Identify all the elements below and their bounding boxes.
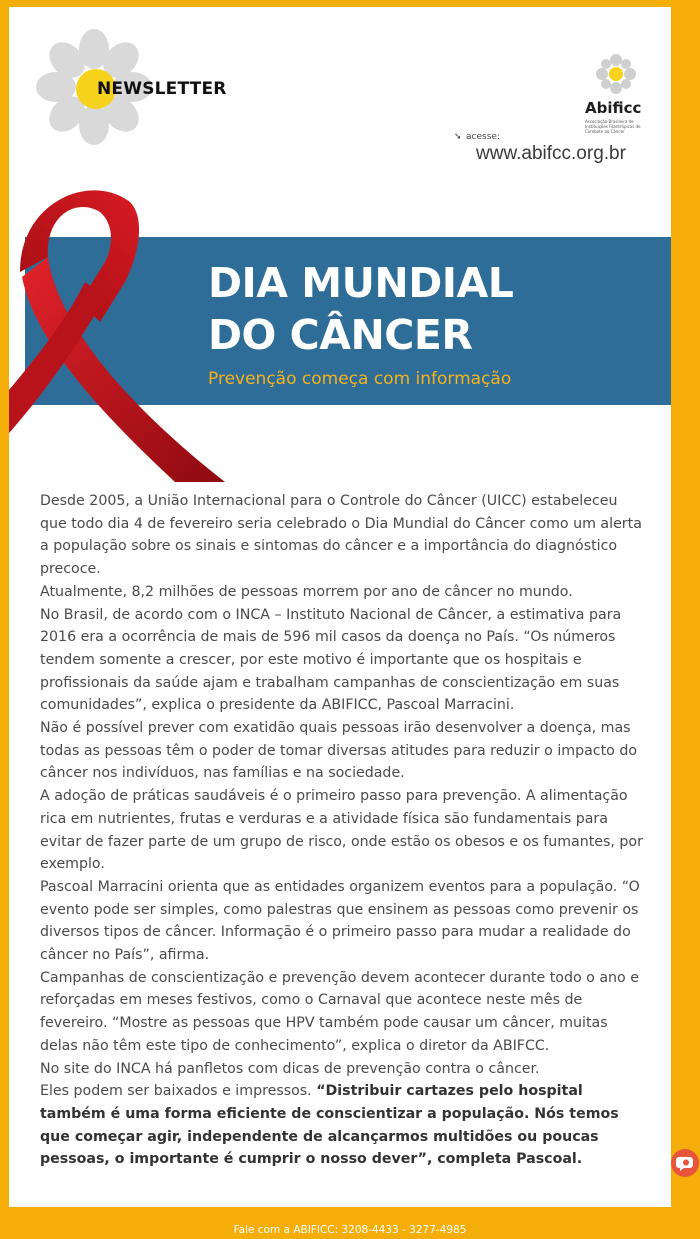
paragraph-9 [40,1080,645,1171]
newsletter-card [9,7,671,1207]
footer-contact: Fale com a ABIFICC: 3208-4433 - 3277-4985 [233,1224,467,1236]
logo-name: Abificc [585,99,642,117]
paragraph-6: Pascoal Marracini orienta que as entidades organizem eventos para a população. “O evento pode ser simples, como palestras que ensinem as pessoas como prevenir os diversos tipos de câncer. Informação é o primeiro passo para mudar a realidade do câncer no País”, afirma. [40,878,640,964]
paragraph-5: A adoção de práticas saudáveis é o primeiro passo para prevenção. A alimentação rica em nutrientes, frutas e verduras e a atividade física são fundamentais para evitar de fazer parte de um grupo de risco, onde estão os obesos e os fumantes, por exemplo. [40,788,643,873]
title-line-2: DO CÂNCER [208,311,473,359]
chat-icon[interactable] [669,1148,699,1178]
title-line-1: DIA MUNDIAL [208,259,514,307]
arrow-icon: ➘ [454,132,462,142]
paragraph-1: Desde 2005, a União Internacional para o Controle do Câncer (UICC) estabeleceu que todo dia 4 de fevereiro seria celebrado o Dia Mundial do Câncer como um alerta a população sobre os sinais e sintomas do câncer e a importância do diagnóstico precoce. [40,493,642,578]
paragraph-3: No Brasil, de acordo com o INCA – Instituto Nacional de Câncer, a estimativa para 2016 era a ocorrência de mais de 596 mil casos da doença no País. “Os números tendem somente a crescer, por este motivo é importante que os hospitais e profissionais da saúde ajam e trabalham campanhas de conscientização em suas comunidades”, explica o presidente da ABIFICC, Pascoal Marracini. [40,606,622,714]
paragraph-4: Não é possível prever com exatidão quais pessoas irão desenvolver a doença, mas todas as pessoas têm o poder de tomar diversas atitudes para reduzir o impacto do câncer nos indivíduos, nas famílias e na sociedade. [40,720,638,782]
pink-ribbon-icon [9,162,240,482]
article-body [40,490,645,1171]
paragraph-7: Campanhas de conscientização e prevenção devem acontecer durante todo o ano e reforçadas em meses festivos, como o Carnaval que acontece neste mês de fevereiro. “Mostre as pessoas que HPV também pode causar um câncer, muitas delas não têm este tipo de conhecimento”, explica o diretor da ABIFCC. [40,969,639,1054]
page-title [208,257,513,361]
paragraph-8: No site do INCA há panfletos com dicas de prevenção contra o câncer. [40,1060,540,1077]
site-link[interactable]: www.abifcc.org.br [476,143,626,164]
logo-subtitle: Associação Brasileira de Instituições Filantrópicas de Combate ao Câncer [585,119,641,134]
paragraph-9-quote: “Distribuir cartazes pelo hospital também é uma forma eficiente de conscientizar a população. Nós temos que começar agir, independente de alcançarmos multidões ou poucas pessoas, o importante é cumprir o nosso dever”, completa Pascoal. [40,1083,619,1168]
acesse-label: acesse: [466,132,500,142]
paragraph-2: Atualmente, 8,2 milhões de pessoas morrem por ano de câncer no mundo. [40,583,573,600]
paragraph-9-plain: Eles podem ser baixados e impressos. [40,1083,317,1100]
page-subtitle: Prevenção começa com informação [208,369,512,389]
newsletter-label: NEWSLETTER [97,79,227,99]
